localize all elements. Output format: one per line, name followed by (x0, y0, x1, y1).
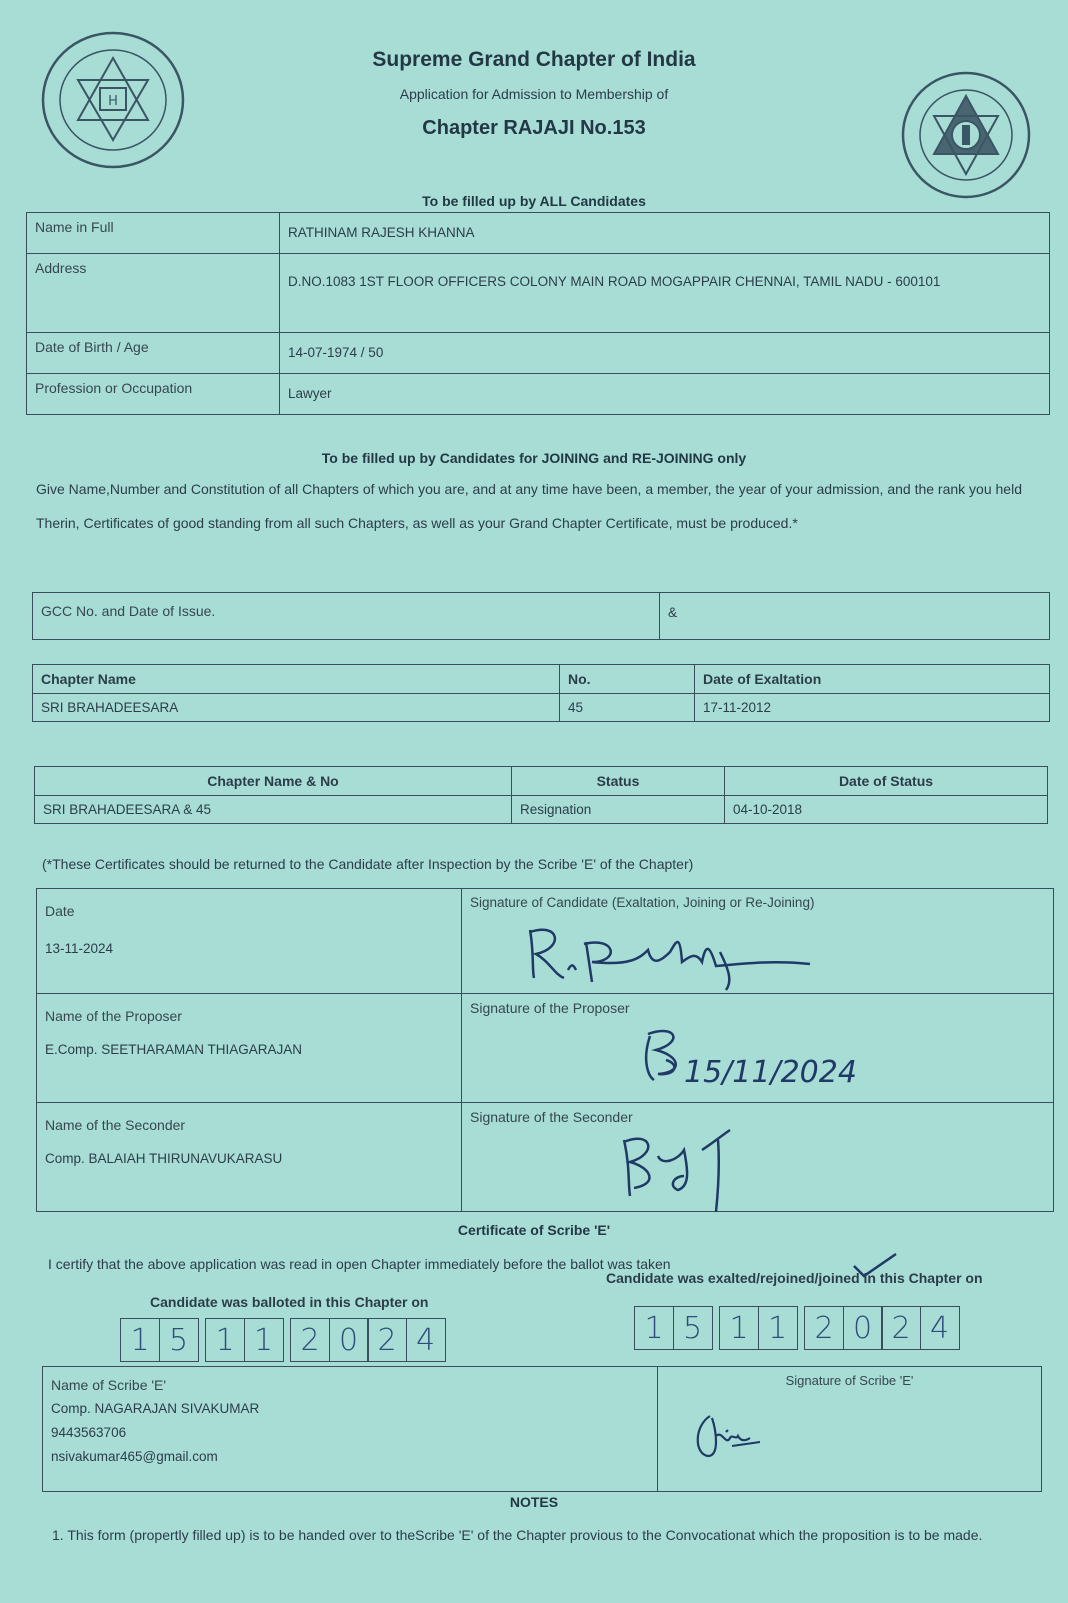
proposer-signature-label: Signature of the Proposer (470, 1000, 630, 1016)
address-value: D.NO.1083 1ST FLOOR OFFICERS COLONY MAIN ROAD MOGAPPAIR CHENNAI, TAMIL NADU - 600101 (280, 254, 1050, 333)
chapter-title: Chapter RAJAJI No.153 (422, 117, 646, 139)
name-label: Name in Full (27, 213, 280, 254)
column-header: Date of Status (725, 767, 1048, 796)
scribe-name-label: Name of Scribe 'E' (51, 1377, 167, 1393)
gcc-value: & (660, 593, 1050, 640)
date-digit-box: 2 (290, 1318, 330, 1362)
date-digit-box: 1 (120, 1318, 160, 1362)
notes-item: 1. This form (propertly filled up) is to be handed over to theScribe 'E' of the Chapter provious to the Convocationat which the proposition is to be made. (52, 1527, 983, 1543)
svg-text:H: H (108, 94, 118, 109)
date-value: 13-11-2024 (45, 941, 114, 956)
date-digit-box: 2 (804, 1306, 844, 1350)
joining-instructions: Give Name,Number and Constitution of all Chapters of which you are, and at any time have been, a member, the year of your admission, and the rank you held Therin, Certificates of good standing from all such Chapters, as well as your Grand Chapter Certificate, must be produced.* (36, 481, 1022, 531)
chapter-name-cell: SRI BRAHADEESARA (33, 694, 560, 722)
section-joining-heading: To be filled up by Candidates for JOINING and RE-JOINING only (321, 450, 747, 466)
date-digit-box: 4 (920, 1306, 960, 1350)
date-digit-box: 1 (634, 1306, 674, 1350)
candidate-signature-label: Signature of Candidate (Exaltation, Joining or Re-Joining) (470, 895, 815, 910)
date-digit-box: 4 (406, 1318, 446, 1362)
table-row (33, 593, 1050, 640)
date-digit-box: 5 (673, 1306, 713, 1350)
proposer-signature (640, 1020, 860, 1100)
scribe-signature (690, 1406, 780, 1466)
address-label: Address (27, 254, 280, 333)
column-header: Chapter Name (33, 665, 560, 694)
table-row (37, 994, 1054, 1103)
balloted-label: Candidate was balloted in this Chapter on (150, 1294, 429, 1310)
table-row (33, 665, 1050, 694)
profession-value: Lawyer (280, 374, 1050, 415)
certificate-heading: Certificate of Scribe 'E' (457, 1222, 611, 1238)
balloted-date-boxes (120, 1318, 444, 1362)
scribe-signature-label: Signature of Scribe 'E' (785, 1373, 914, 1388)
status-date-cell: 04-10-2018 (725, 796, 1048, 824)
certificate-statement: I certify that the above application was read in open Chapter immediately before the ballot was taken (48, 1256, 671, 1272)
table-row (35, 796, 1048, 824)
scribe-table (42, 1366, 1042, 1492)
gcc-label: GCC No. and Date of Issue. (33, 593, 660, 640)
column-header: Status (512, 767, 725, 796)
gcc-table (32, 592, 1050, 640)
chapter-exaltation-table (32, 664, 1050, 722)
name-value: RATHINAM RAJESH KHANNA (280, 213, 1050, 254)
table-row (27, 213, 1050, 254)
proposer-signature-date: 15/11/2024 (684, 1055, 857, 1090)
column-header: No. (560, 665, 695, 694)
table-row (35, 767, 1048, 796)
status-chapter-cell: SRI BRAHADEESARA & 45 (35, 796, 512, 824)
dob-value: 14-07-1974 / 50 (280, 333, 1050, 374)
table-row (27, 374, 1050, 415)
date-digit-box: 2 (881, 1306, 921, 1350)
seconder-label: Name of the Seconder (45, 1117, 186, 1133)
date-digit-box: 1 (719, 1306, 759, 1350)
table-row (27, 333, 1050, 374)
date-digit-box: 5 (159, 1318, 199, 1362)
candidate-signature (520, 922, 820, 994)
date-digit-box: 1 (758, 1306, 798, 1350)
column-header: Date of Exaltation (695, 665, 1050, 694)
proposer-name: E.Comp. SEETHARAMAN THIAGARAJAN (45, 1042, 303, 1057)
exaltation-date-cell: 17-11-2012 (695, 694, 1050, 722)
profession-label: Profession or Occupation (27, 374, 280, 415)
date-digit-box: 2 (367, 1318, 407, 1362)
exalted-label: Candidate was exalted/rejoined/joined in this Chapter on (606, 1270, 983, 1286)
seconder-signature-label: Signature of the Seconder (470, 1109, 633, 1125)
date-digit-box: 0 (329, 1318, 369, 1362)
table-row (27, 254, 1050, 333)
section-all-heading: To be filled up by ALL Candidates (422, 193, 646, 209)
exalted-date-boxes (634, 1306, 958, 1350)
candidate-details-table (26, 212, 1050, 415)
date-digit-box: 1 (205, 1318, 245, 1362)
checkmark-icon (850, 1250, 900, 1280)
chapter-status-table (34, 766, 1048, 824)
scribe-phone: 9443563706 (51, 1425, 127, 1440)
dob-label: Date of Birth / Age (27, 333, 280, 374)
scribe-name: Comp. NAGARAJAN SIVAKUMAR (51, 1401, 260, 1416)
notes-heading: NOTES (509, 1494, 559, 1510)
seconder-signature (618, 1126, 748, 1216)
chapter-no-cell: 45 (560, 694, 695, 722)
organization-title: Supreme Grand Chapter of India (372, 48, 696, 71)
certificates-footnote: (*These Certificates should be returned to the Candidate after Inspection by the Scribe 'E' of the Chapter) (42, 856, 694, 872)
scribe-email: nsivakumar465@gmail.com (51, 1449, 218, 1464)
status-cell: Resignation (512, 796, 725, 824)
table-row (33, 694, 1050, 722)
date-digit-box: 1 (244, 1318, 284, 1362)
table-row (43, 1367, 1042, 1492)
column-header: Chapter Name & No (35, 767, 512, 796)
table-row (37, 1103, 1054, 1212)
date-digit-box: 0 (843, 1306, 883, 1350)
application-subtitle: Application for Admission to Membership of (399, 86, 669, 102)
proposer-label: Name of the Proposer (45, 1008, 182, 1024)
seconder-name: Comp. BALAIAH THIRUNAVUKARASU (45, 1151, 283, 1166)
date-label: Date (45, 903, 75, 919)
